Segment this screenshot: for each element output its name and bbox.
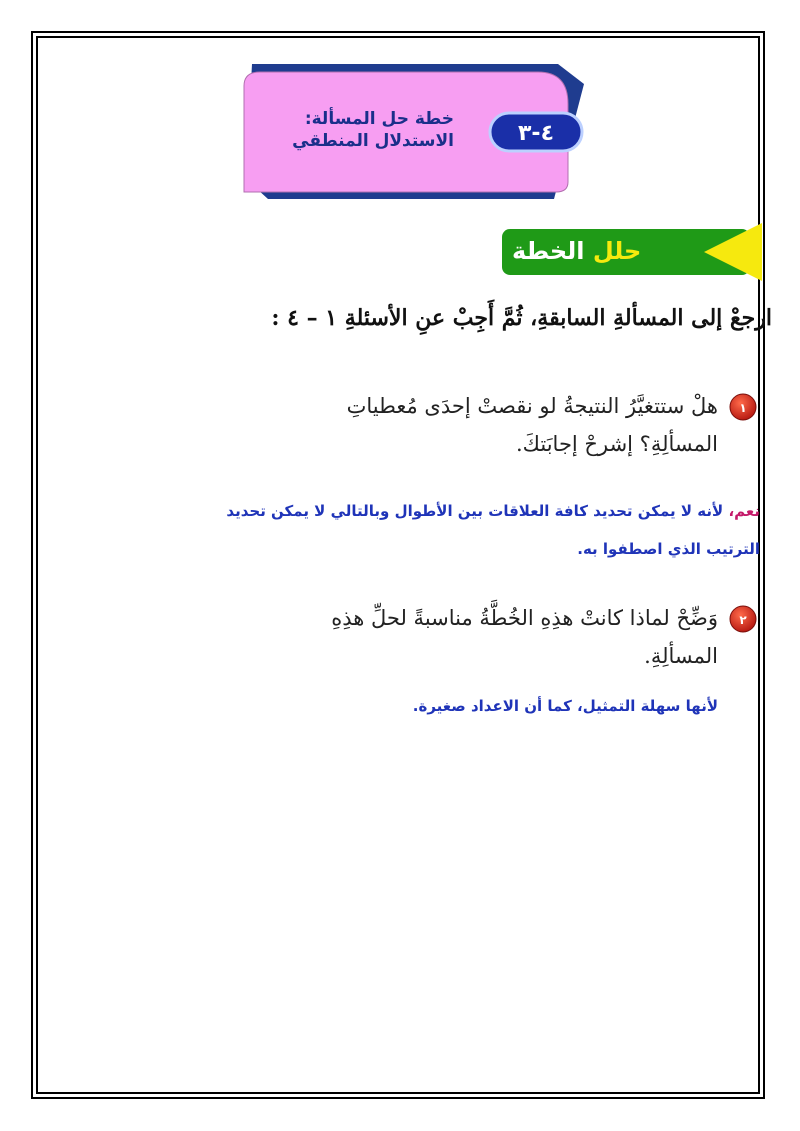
question-2-text [270, 599, 718, 675]
answer-1-line1 [130, 492, 760, 530]
question-1-number: ١ [739, 401, 747, 415]
answer-2 [300, 687, 718, 725]
section-title [512, 230, 692, 272]
answer-1-line1-text: لأنه لا يمكن تحديد كافة العلاقات بين الأطوال وبالتالي لا يمكن تحديد [226, 502, 724, 520]
question-2-line2: المسألِةِ. [644, 644, 718, 668]
question-1-line2: المسألِةِ؟ إشرحْ إجابَتكَ. [515, 432, 718, 456]
answer-1 [130, 492, 760, 568]
answer-1-keyword: نعم، [728, 502, 760, 520]
lesson-title [288, 108, 454, 152]
question-2-number-icon [728, 604, 758, 634]
lesson-number: ٤-٣ [517, 120, 554, 146]
question-2-number: ٢ [739, 613, 747, 627]
lesson-title-line2: الاستدلال المنطقي [292, 131, 454, 151]
answer-1-line2: الترتيب الذي اصطفوا به. [577, 540, 760, 558]
question-1-text [270, 387, 718, 463]
question-1-number-icon [728, 392, 758, 422]
section-title-part1: حلل [592, 237, 642, 265]
lesson-title-line1: خطة حل المسألة: [304, 109, 454, 129]
question-2-line1: وَضِّحْ لماذا كانتْ هذِهِ الخُطَّةُ مناسبةً لحلِّ هذِهِ [331, 606, 718, 630]
instruction-text: ارجعْ إلى المسألةِ السابقةِ، ثُمَّ أَجِبْ عنِ الأسئلةِ ١ – ٤ : [271, 305, 772, 331]
question-1-line1: هلْ ستتغيَّرُ النتيجةُ لو نقصتْ إحدَى مُعطياتِ [346, 394, 718, 418]
answer-2-text: لأنها سهلة التمثيل، كما أن الاعداد صغيرة. [412, 697, 718, 715]
section-title-part2: الخطة [512, 237, 585, 265]
